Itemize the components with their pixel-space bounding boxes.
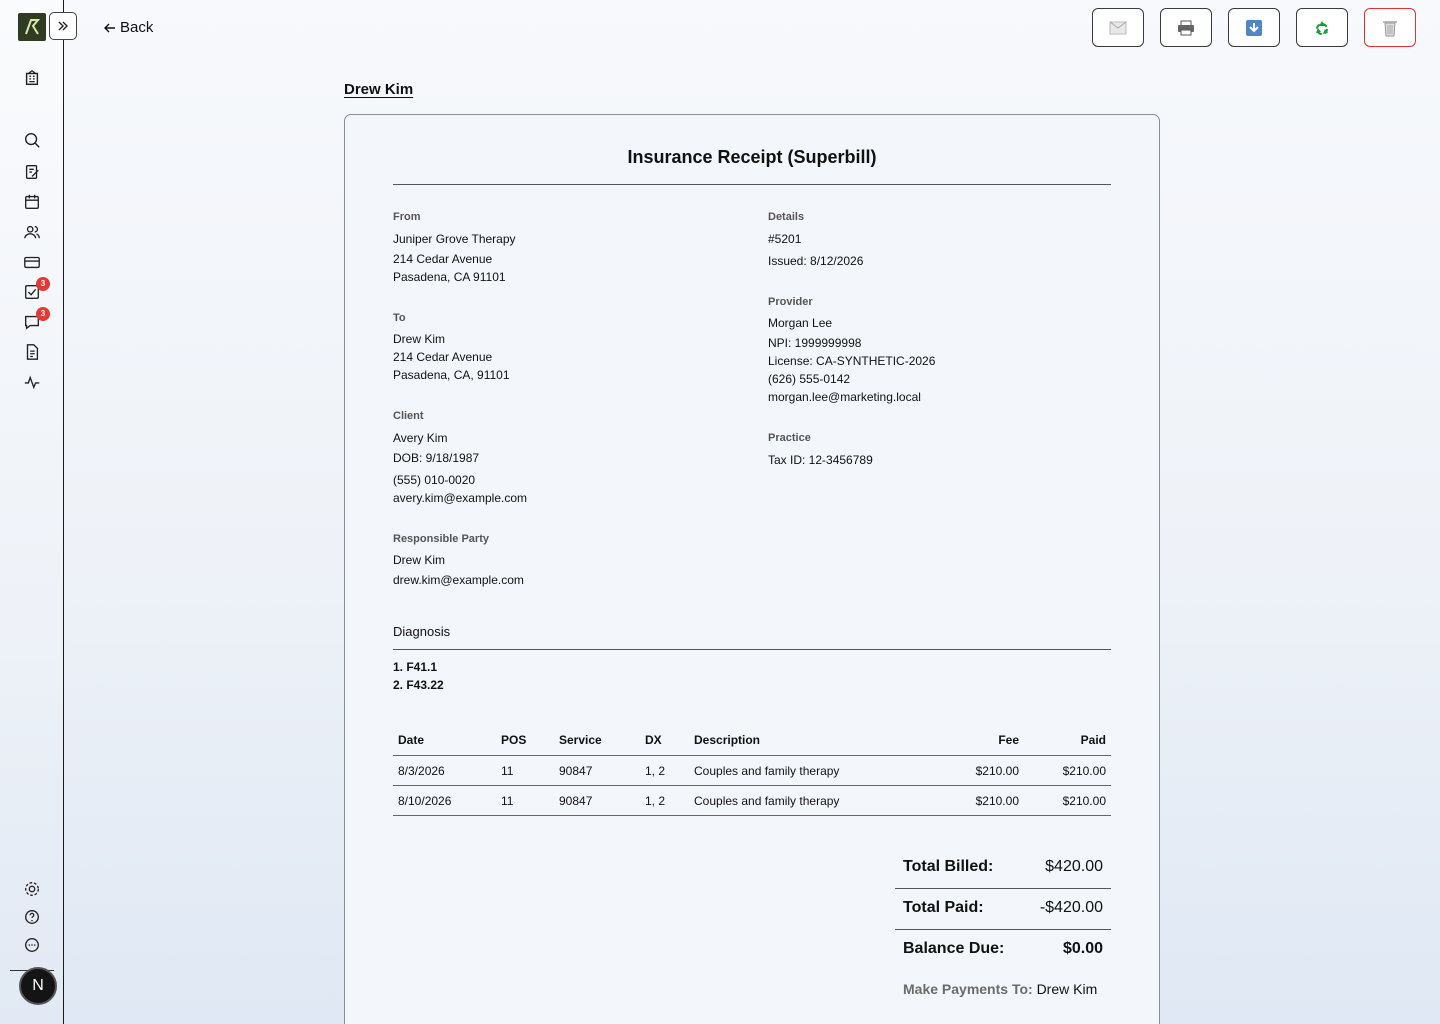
balance-due-value: $0.00 — [1062, 940, 1103, 957]
row-dx: 1, 2 — [645, 764, 666, 778]
print-button[interactable] — [1160, 8, 1212, 47]
activity-icon — [23, 373, 41, 391]
responsible-label: Responsible Party — [393, 533, 489, 545]
client-name-link[interactable]: Drew Kim — [344, 81, 414, 98]
total-paid-row — [895, 889, 1111, 930]
client-name: Avery Kim — [393, 431, 448, 445]
delete-button[interactable] — [1364, 8, 1416, 47]
leaf-logo-icon — [22, 17, 42, 37]
arrow-left-icon — [104, 22, 116, 34]
make-payments-to — [903, 981, 1097, 997]
balance-due-label: Balance Due: — [903, 940, 1005, 957]
col-pos-header: POS — [501, 733, 527, 747]
row-service: 90847 — [559, 794, 593, 808]
row-paid: $210.00 — [1062, 794, 1106, 808]
provider-email: morgan.lee@marketing.local — [768, 390, 921, 404]
provider-license: License: CA-SYNTHETIC-2026 — [768, 354, 936, 368]
nav-messages[interactable] — [22, 309, 46, 332]
nav-notes[interactable] — [22, 162, 42, 182]
sidebar — [0, 0, 64, 1024]
envelope-icon — [1109, 21, 1127, 35]
nav-billing[interactable] — [22, 252, 42, 272]
balance-due-row — [895, 930, 1111, 971]
nav-feedback[interactable] — [22, 935, 42, 955]
row-description: Couples and family therapy — [694, 794, 840, 808]
to-name: Drew Kim — [393, 332, 446, 346]
nav-settings[interactable] — [22, 879, 42, 899]
client-dob: DOB: 9/18/1987 — [393, 451, 480, 465]
to-address1: 214 Cedar Avenue — [393, 350, 493, 364]
total-paid-value: -$420.00 — [1039, 899, 1103, 916]
nav-tasks[interactable] — [22, 279, 46, 302]
responsible-name: Drew Kim — [393, 553, 446, 567]
to-label: To — [393, 312, 406, 324]
expand-sidebar-button[interactable] — [49, 12, 77, 40]
back-link[interactable] — [104, 19, 153, 36]
total-billed-value: $420.00 — [1045, 858, 1103, 875]
table-header-row — [393, 726, 1111, 756]
col-paid-header: Paid — [1080, 733, 1106, 747]
printer-icon — [1177, 20, 1195, 36]
col-fee-header: Fee — [998, 733, 1019, 747]
nav-analytics[interactable] — [22, 372, 42, 392]
services-table — [393, 726, 1111, 816]
row-paid: $210.00 — [1062, 764, 1106, 778]
practice-label: Practice — [768, 432, 811, 444]
row-description: Couples and family therapy — [694, 764, 840, 778]
col-service-header: Service — [559, 733, 602, 747]
superbill-receipt — [344, 114, 1160, 1024]
provider-phone: (626) 555-0142 — [768, 372, 851, 386]
messages-badge: 3 — [36, 307, 50, 321]
users-icon — [23, 223, 41, 241]
from-address1: 214 Cedar Avenue — [393, 252, 493, 266]
edit-note-icon — [23, 163, 41, 181]
practice-tax-id: Tax ID: 12-3456789 — [768, 453, 873, 467]
back-label: Back — [120, 19, 154, 36]
nav-help[interactable] — [22, 907, 42, 927]
issued-date: Issued: 8/12/2026 — [768, 254, 864, 268]
row-pos: 11 — [501, 794, 514, 808]
download-icon — [1245, 19, 1263, 37]
provider-npi: NPI: 1999999998 — [768, 336, 862, 350]
calendar-icon — [23, 193, 41, 211]
table-row — [393, 786, 1111, 816]
row-date: 8/10/2026 — [398, 794, 452, 808]
client-phone: (555) 010-0020 — [393, 473, 476, 487]
from-label: From — [393, 211, 421, 223]
col-date-header: Date — [398, 733, 425, 747]
recycle-button[interactable] — [1296, 8, 1348, 47]
search-icon — [23, 131, 41, 149]
app-logo[interactable] — [18, 13, 46, 41]
document-icon — [23, 343, 41, 361]
chevrons-right-icon — [57, 20, 69, 32]
row-fee: $210.00 — [975, 764, 1019, 778]
title-divider — [393, 184, 1111, 185]
responsible-email: drew.kim@example.com — [393, 573, 524, 587]
payto-label: Make Payments To: — [903, 981, 1033, 997]
gear-icon — [23, 880, 41, 898]
diagnosis-item: 1. F41.1 — [393, 660, 438, 674]
details-label: Details — [768, 211, 805, 223]
user-avatar[interactable]: N — [19, 967, 57, 1005]
nav-calendar[interactable] — [22, 192, 42, 212]
credit-card-icon — [23, 253, 41, 271]
email-button[interactable] — [1092, 8, 1144, 47]
total-paid-label: Total Paid: — [903, 899, 984, 916]
nav-clients[interactable] — [22, 222, 42, 242]
col-description-header: Description — [694, 733, 761, 747]
provider-label: Provider — [768, 296, 813, 308]
row-service: 90847 — [559, 764, 593, 778]
col-dx-header: DX — [645, 733, 662, 747]
chat-bubble-icon — [23, 936, 41, 954]
diagnosis-item: 2. F43.22 — [393, 678, 444, 692]
recycle-icon — [1313, 19, 1331, 37]
totals-block — [895, 848, 1111, 971]
help-icon — [23, 908, 41, 926]
row-date: 8/3/2026 — [398, 764, 445, 778]
receipt-number: #5201 — [768, 232, 802, 246]
trash-icon — [1382, 19, 1398, 37]
receipt-title: Insurance Receipt (Superbill) — [627, 147, 877, 167]
diagnosis-divider — [393, 649, 1111, 650]
table-row — [393, 756, 1111, 786]
nav-documents[interactable] — [22, 342, 42, 362]
building-icon — [23, 69, 41, 87]
total-billed-label: Total Billed: — [903, 858, 994, 875]
total-billed-row — [895, 848, 1111, 889]
row-fee: $210.00 — [975, 794, 1019, 808]
client-email: avery.kim@example.com — [393, 491, 527, 505]
row-pos: 11 — [501, 764, 514, 778]
provider-name: Morgan Lee — [768, 316, 833, 330]
nav-practice[interactable] — [22, 68, 42, 88]
from-name: Juniper Grove Therapy — [393, 232, 516, 246]
payto-name: Drew Kim — [1036, 981, 1098, 997]
from-address2: Pasadena, CA 91101 — [393, 270, 506, 284]
nav-search[interactable] — [22, 130, 42, 150]
tasks-badge: 3 — [36, 277, 50, 291]
client-label: Client — [393, 410, 424, 422]
diagnosis-heading: Diagnosis — [393, 624, 451, 639]
to-address2: Pasadena, CA, 91101 — [393, 368, 510, 382]
download-button[interactable] — [1228, 8, 1280, 47]
row-dx: 1, 2 — [645, 794, 666, 808]
